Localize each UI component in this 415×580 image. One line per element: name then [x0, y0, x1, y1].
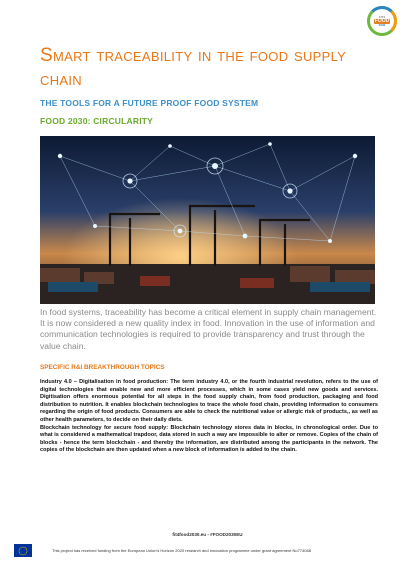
topic-text-industry-4: The term industry 4.0, or the fourth industrial revolution, refers to the use of digital technologies that enable new and more efficient processes, which in some cases yield new goods and services. Digitisation offers enormous potential for all steps in the food supply chain, from food production, packaging and food distribution to nutrition. It enables blockchain technologies to trace the whole food chain, providing information to consumers regarding the origin of food products. Consumers are able to check the nutritional value or allergic risk of products,, as well as other health parameters, to decide on their daily diets.: [40, 379, 378, 423]
page-subtitle: THE TOOLS FOR A FUTURE PROOF FOOD SYSTEM: [40, 98, 259, 108]
eu-flag-icon: [14, 544, 32, 556]
footer-website-link[interactable]: fit4food2030.eu - #FOOD2030EU: [172, 532, 243, 537]
logo-small-text: FIT4: [378, 14, 386, 19]
logo-year-text: 2030: [378, 22, 386, 27]
logo-main-text: FOOD: [374, 17, 390, 24]
topics-body: [40, 379, 378, 455]
hero-image-port-network: [40, 136, 375, 304]
eu-funding-notice: This project has received funding from the European Union's Horizon 2020 research and innovation programme under grant agreement No774088: [52, 548, 311, 553]
fit4food2030-logo: [367, 6, 397, 36]
topic-lead-industry-4: Industry 4.0 – Digitalisation in food production:: [40, 379, 169, 385]
topic-text-blockchain: Blockchain technology stores data in blocks, in chronological order. Due to what is considered a mathematical trapdoor, data stored in such a way are impossible to alter or remove. Copies of the chain of blocks - hence the term blockchain - and thereby the information, are distributed among the participants in the network. The copies of the blockchain are then updated when a new block of information is added to the chain.: [40, 424, 379, 454]
topics-heading: SPECIFIC R&I BREAKTHROUGH TOPICS: [40, 364, 165, 371]
topic-paragraph-industry-4: [40, 379, 378, 425]
topic-lead-blockchain: Blockchain technology for secure food supply:: [40, 424, 169, 431]
section-tag: FOOD 2030: CIRCULARITY: [40, 116, 154, 126]
topic-paragraph-blockchain: [40, 425, 378, 455]
intro-paragraph: In food systems, traceability has become a critical element in supply chain management. It is now considered a new quality index in food. Innovation in the use of information and communication technologies is required to provide transparency and trust through the value chain.: [40, 307, 377, 351]
page-title: Smart traceability in the food supply chain: [40, 45, 347, 90]
